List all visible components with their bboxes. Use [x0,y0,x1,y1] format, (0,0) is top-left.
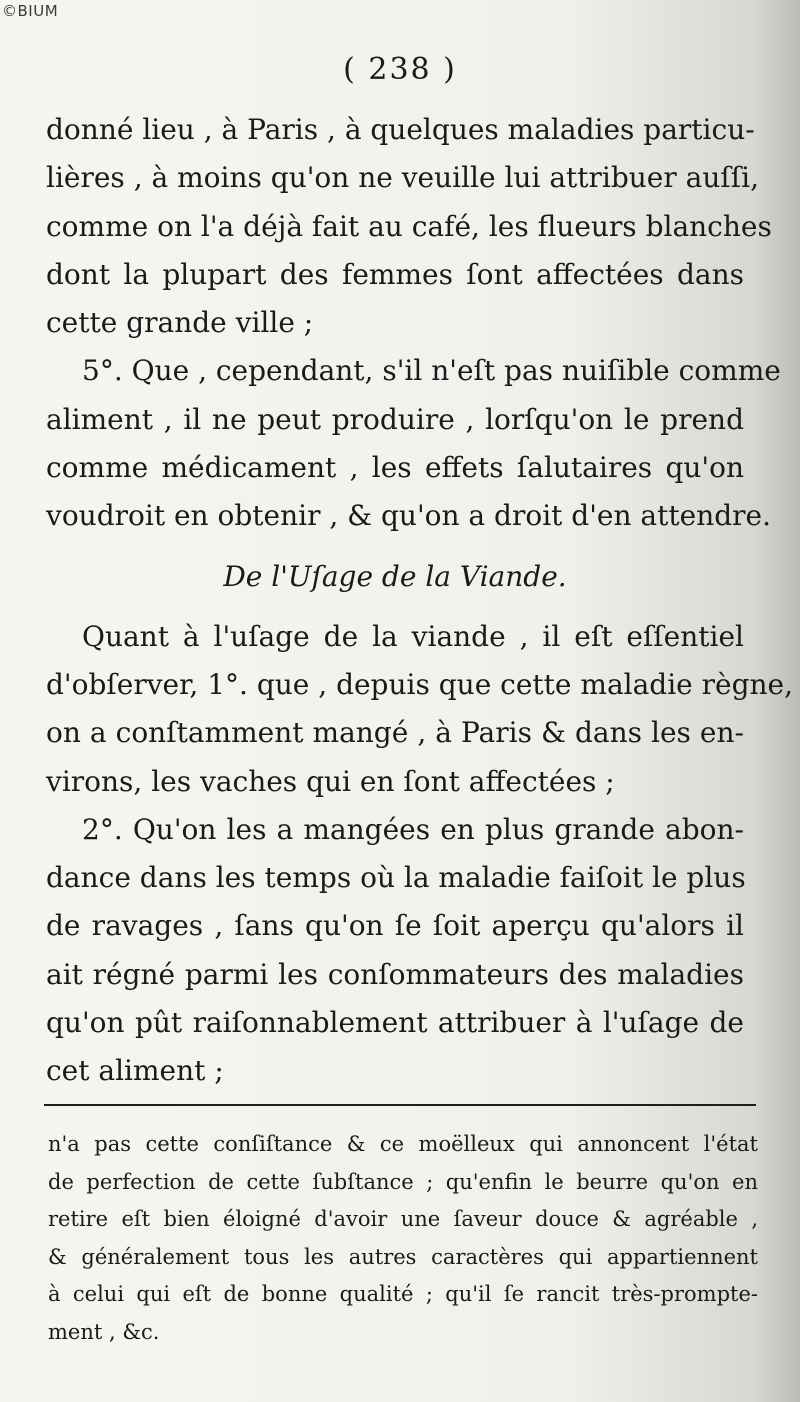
footnote [48,1126,758,1352]
text-line: comme on l'a déjà fait au café, les flueurs blanches [46,209,772,243]
footnote-line: de perfection de cette ſubſtance ; qu'enfin le beurre qu'on en [48,1169,758,1194]
text-line: 2°. Qu'on les a mangées en plus grande abon- [82,812,744,846]
text-line: cette grande ville ; [46,306,314,340]
text-line: lières , à moins qu'on ne veuille lui attribuer auſſi, [46,161,759,195]
text-line: dance dans les temps où la maladie faiſoit le plus [46,861,746,895]
text-line: comme médicament , les effets ſalutaires qu'on [46,451,744,485]
footnote-line: ment , &c. [48,1319,160,1344]
footnote-line: n'a pas cette conſiſtance & ce moëlleux qui annoncent l'état [48,1132,758,1156]
text-line: Quant à l'uſage de la viande , il eſt eſſentiel [82,619,744,653]
text-line: donné lieu , à Paris , à quelques maladies particu- [46,113,755,146]
text-line: 5°. Que , cependant, s'il n'eſt pas nuiſible comme [82,354,781,388]
footnote-line: à celui qui eſt de bonne qualité ; qu'il ſe rancit très-prompte- [48,1282,758,1307]
text-line: qu'on pût raiſonnablement attribuer à l'uſage de [46,1006,744,1040]
text-line: aliment , il ne peut produire , lorſqu'on le prend [46,402,744,436]
library-watermark: ©BIUM [2,2,59,20]
section-heading: De l'Uſage de la Viande. [223,559,567,593]
text-line: cet aliment ; [46,1054,224,1088]
text-line: d'obſerver, 1°. que , depuis que cette maladie règne, [46,667,794,701]
page-number: ( 238 ) [343,52,457,87]
footnote-divider [44,1104,756,1106]
text-line: ait régné parmi les conſommateurs des maladies [46,957,744,991]
footnote-line: & généralement tous les autres caractères qui appartiennent [48,1244,758,1269]
footnote-line: retire eſt bien éloigné d'avoir une ſaveur douce & agréable , [48,1207,758,1232]
text-line: de ravages , ſans qu'on ſe ſoit aperçu qu'alors il [46,909,744,943]
text-line: virons, les vaches qui en ſont affectées ; [46,764,615,798]
main-text [46,106,794,1096]
text-line: voudroit en obtenir , & qu'on a droit d'en attendre. [46,499,772,533]
text-line: on a conſtamment mangé , à Paris & dans les en- [46,716,744,750]
text-line: dont la plupart des femmes ſont affectées dans [46,257,744,291]
